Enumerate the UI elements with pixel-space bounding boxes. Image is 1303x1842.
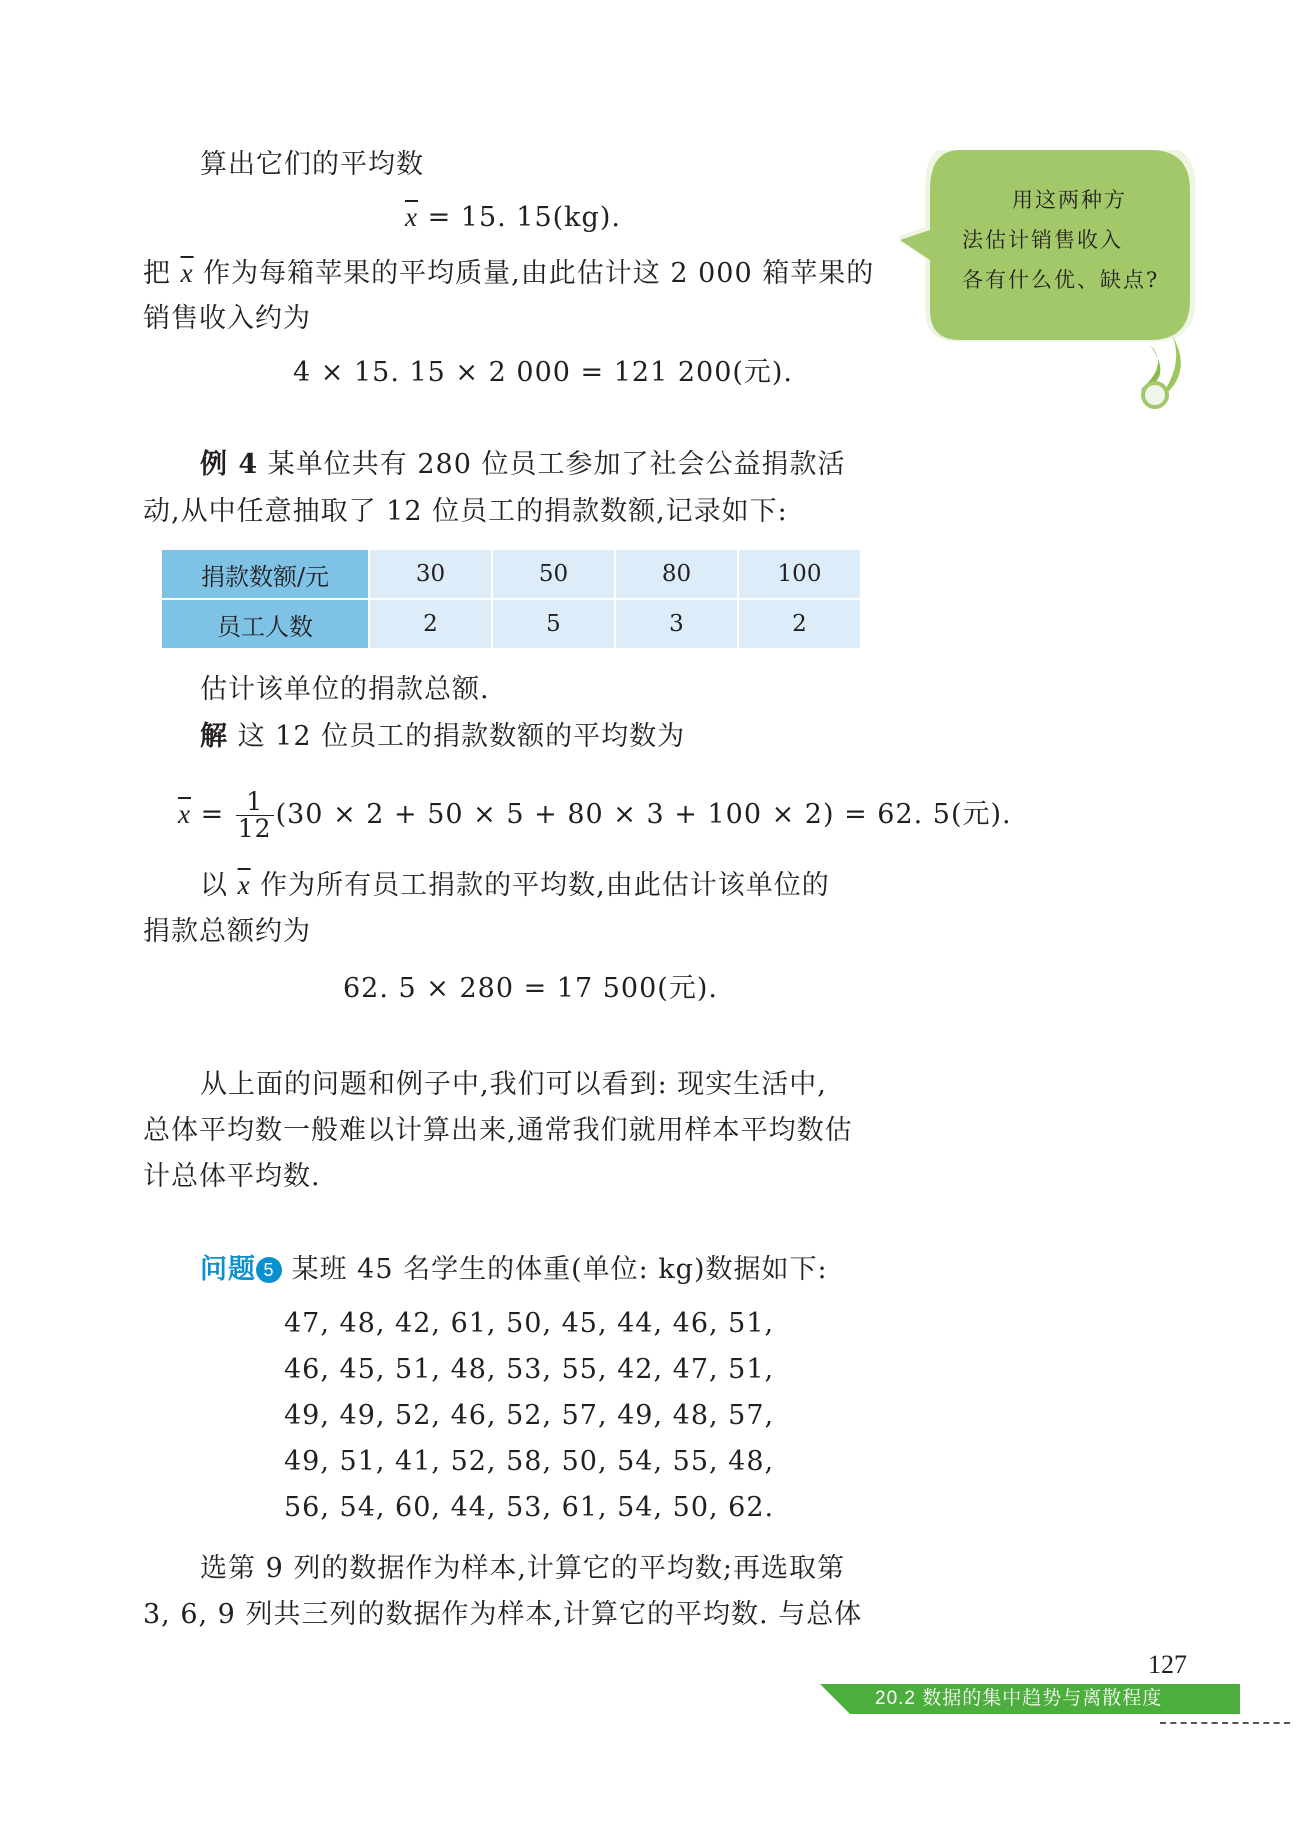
table-cell: 3 <box>615 599 738 649</box>
line-8: 估计该单位的捐款总额. <box>200 674 490 705</box>
solution-heading: 解 这 12 位员工的捐款数额的平均数为 <box>200 721 686 752</box>
table-cell: 80 <box>615 549 738 599</box>
revenue-equation: 4 × 15. 15 × 2 000 = 121 200(元). <box>293 357 794 388</box>
line-4: 销售收入约为 <box>143 303 311 334</box>
data-row-1: 47, 48, 42, 61, 50, 45, 44, 46, 51, <box>284 1308 775 1339</box>
fraction: $\frac{1}{12}$ <box>237 787 272 843</box>
tip-bubble <box>900 150 1200 410</box>
x-bar-symbol: $\overline{x}$ <box>405 202 418 232</box>
mean-equation-1: $\overline{x} = 15$. 15(kg). <box>405 202 621 233</box>
line-15: 总体平均数一般难以计算出来,通常我们就用样本平均数估 <box>143 1115 853 1146</box>
data-row-3: 49, 49, 52, 46, 52, 57, 49, 48, 57, <box>284 1400 775 1431</box>
table-cell: 30 <box>369 549 492 599</box>
table-cell: 2 <box>738 599 861 649</box>
example-label: 例 4 <box>200 449 259 480</box>
x-bar-symbol: $\overline{x}$ <box>237 870 251 900</box>
page-number: 127 <box>1148 1650 1187 1679</box>
problem-number-badge: 5 <box>256 1257 282 1283</box>
line-3: 把 $\overline{x}$ 作为每箱苹果的平均质量,由此估计这 2 000 箱苹果的 <box>143 258 875 289</box>
section-title: 20.2 数据的集中趋势与离散程度 <box>875 1688 1163 1709</box>
data-row-4: 49, 51, 41, 52, 58, 50, 54, 55, 48, <box>284 1446 775 1477</box>
table-header-cell: 员工人数 <box>161 599 369 649</box>
table-cell: 100 <box>738 549 861 599</box>
data-row-2: 46, 45, 51, 48, 53, 55, 42, 47, 51, <box>284 1354 775 1385</box>
line-7: 动,从中任意抽取了 12 位员工的捐款数额,记录如下: <box>143 496 788 527</box>
table-row <box>161 599 861 649</box>
x-bar-symbol: $\overline{x}$ <box>180 258 194 288</box>
mean-formula: $\overline{x}$ = $\frac{1}{12}$ (30 × 2 + 50 × 5 + 80 × 3 + 100 × 2) = 62. 5(元). <box>178 787 1012 843</box>
donation-table <box>160 548 862 650</box>
table-header-cell: 捐款数额/元 <box>161 549 369 599</box>
bubble-text: 用这两种方 法估计销售收入 各有什么优、缺点? <box>962 188 1160 292</box>
example-4-heading: 例 4 某单位共有 280 位员工参加了社会公益捐款活 <box>200 449 846 480</box>
x-bar-symbol: $\overline{x}$ <box>178 799 191 829</box>
footer-dashed-line <box>1160 1722 1290 1724</box>
table-cell: 5 <box>492 599 615 649</box>
total-equation: 62. 5 × 280 = 17 500(元). <box>343 973 718 1004</box>
table-row <box>161 549 861 599</box>
line-1: 算出它们的平均数 <box>200 149 424 180</box>
line-16: 计总体平均数. <box>143 1161 321 1192</box>
line-23: 3, 6, 9 列共三列的数据作为样本,计算它的平均数. 与总体 <box>143 1599 863 1630</box>
problem-label: 问题 <box>200 1254 256 1284</box>
line-14: 从上面的问题和例子中,我们可以看到: 现实生活中, <box>200 1069 827 1100</box>
data-row-5: 56, 54, 60, 44, 53, 61, 54, 50, 62. <box>284 1492 775 1523</box>
table-cell: 50 <box>492 549 615 599</box>
table-cell: 2 <box>369 599 492 649</box>
solution-label: 解 <box>200 721 228 752</box>
line-11: 以 $\overline{x}$ 作为所有员工捐款的平均数,由此估计该单位的 <box>200 870 830 901</box>
problem-5-heading: 问题 5 某班 45 名学生的体重(单位: kg)数据如下: <box>200 1254 828 1285</box>
line-12: 捐款总额约为 <box>143 916 311 947</box>
line-22: 选第 9 列的数据作为样本,计算它的平均数;再选取第 <box>200 1553 846 1584</box>
